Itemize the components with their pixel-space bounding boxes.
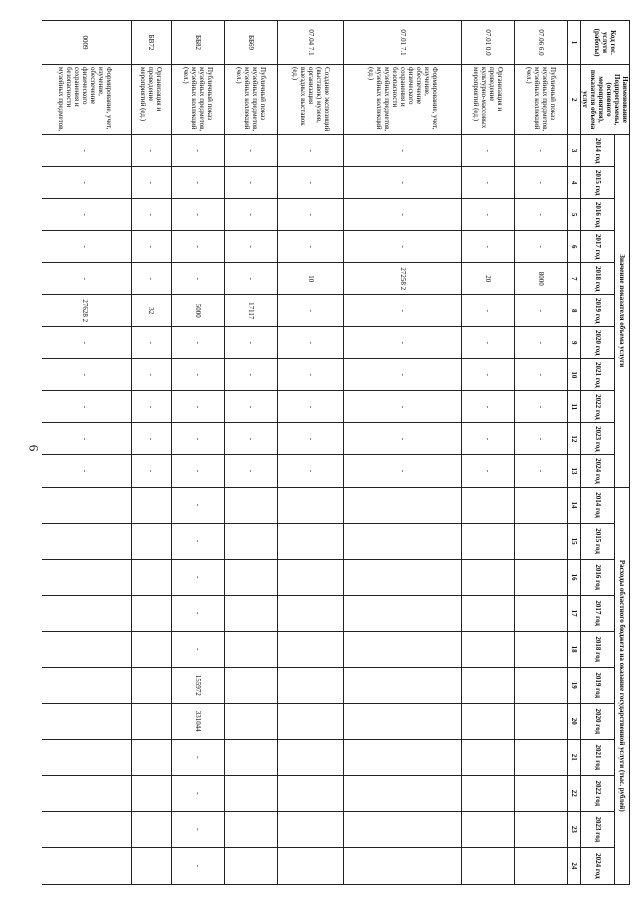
- rotated-table-wrapper: [42, 20, 630, 885]
- expense-value: [131, 595, 171, 631]
- volume-value: -: [172, 199, 225, 231]
- expense-value: [344, 595, 462, 631]
- expense-value: [278, 559, 344, 595]
- budget-table: [42, 20, 630, 885]
- expense-value: [131, 523, 171, 559]
- volume-value: -: [514, 231, 567, 263]
- volume-value: -: [42, 199, 131, 231]
- volume-value: -: [278, 231, 344, 263]
- volume-year-8: 2021 год: [581, 359, 615, 391]
- expense-value: [225, 523, 278, 559]
- volume-value: -: [278, 359, 344, 391]
- volume-value: -: [131, 359, 171, 391]
- expense-value: [514, 775, 567, 811]
- volume-value: -: [131, 455, 171, 487]
- table-row: [42, 21, 131, 885]
- row-name: Организация и проведение культурно-массовых мероприятий (ед.): [461, 65, 514, 135]
- expense-value: [344, 775, 462, 811]
- volume-value: -: [42, 167, 131, 199]
- volume-value: -: [172, 327, 225, 359]
- expense-value: [225, 739, 278, 775]
- row-name: Публичный показ музейных предметов, музейных коллекций (чел.): [225, 65, 278, 135]
- header-name: Наименование Подпрограммы, (основного мероприятия), показателя объема услуг: [581, 65, 630, 135]
- volume-value: 27258 2: [344, 263, 462, 295]
- volume-value: -: [278, 423, 344, 455]
- expense-value: [461, 703, 514, 739]
- column-number: 10: [568, 359, 581, 391]
- expense-value: [278, 703, 344, 739]
- volume-year-5: 2018 год: [581, 263, 615, 295]
- volume-value: -: [172, 455, 225, 487]
- expense-value: [42, 667, 131, 703]
- expense-value: [461, 847, 514, 884]
- expense-value: [42, 739, 131, 775]
- expense-value: [514, 847, 567, 884]
- expense-value: [42, 523, 131, 559]
- expense-value: [42, 847, 131, 884]
- row-name: Организация и проведение мероприятий (ед.): [131, 65, 171, 135]
- expense-year-11: 2024 год: [581, 847, 615, 884]
- column-number: 23: [568, 811, 581, 847]
- table-row: [225, 21, 278, 885]
- expense-year-7: 2020 год: [581, 703, 615, 739]
- expense-value: [514, 487, 567, 523]
- volume-value: -: [344, 295, 462, 327]
- expense-value: [131, 703, 171, 739]
- expense-value: [461, 811, 514, 847]
- table-row: [344, 21, 462, 885]
- volume-value: -: [461, 423, 514, 455]
- row-code: 07.04 7.1: [278, 21, 344, 65]
- expense-value: [461, 559, 514, 595]
- column-number: 20: [568, 703, 581, 739]
- expense-year-6: 2019 год: [581, 667, 615, 703]
- expense-value: [344, 703, 462, 739]
- row-name: Публичный показ музейных предметов, музейных коллекций (чел.): [514, 65, 567, 135]
- volume-value: -: [278, 327, 344, 359]
- expense-value: -: [172, 847, 225, 884]
- volume-value: -: [461, 231, 514, 263]
- column-number: 3: [568, 135, 581, 167]
- header-code: Код гос. услуги (работы): [581, 21, 630, 65]
- expense-value: [514, 739, 567, 775]
- volume-value: -: [461, 199, 514, 231]
- expense-value: [278, 487, 344, 523]
- volume-value: -: [225, 327, 278, 359]
- expense-value: [278, 523, 344, 559]
- volume-value: -: [344, 359, 462, 391]
- volume-value: -: [42, 455, 131, 487]
- expense-value: [514, 811, 567, 847]
- expense-value: [42, 811, 131, 847]
- volume-year-6: 2019 год: [581, 295, 615, 327]
- expense-value: [461, 487, 514, 523]
- row-code: 0009: [42, 21, 131, 65]
- column-number: 22: [568, 775, 581, 811]
- expense-value: [42, 631, 131, 667]
- volume-value: -: [131, 423, 171, 455]
- expense-value: [344, 559, 462, 595]
- volume-value: 27628 2: [42, 295, 131, 327]
- expense-value: [278, 739, 344, 775]
- expense-value: [344, 739, 462, 775]
- volume-value: -: [344, 231, 462, 263]
- volume-value: -: [344, 327, 462, 359]
- expense-value: [514, 703, 567, 739]
- column-number: 9: [568, 327, 581, 359]
- volume-value: -: [514, 295, 567, 327]
- expense-value: [225, 775, 278, 811]
- volume-value: -: [344, 135, 462, 167]
- volume-value: -: [42, 423, 131, 455]
- volume-value: -: [461, 455, 514, 487]
- volume-value: -: [42, 135, 131, 167]
- table-row: [131, 21, 171, 885]
- expense-value: [514, 559, 567, 595]
- expense-year-2: 2015 год: [581, 523, 615, 559]
- volume-value: -: [278, 199, 344, 231]
- volume-value: -: [461, 135, 514, 167]
- expense-value: -: [172, 739, 225, 775]
- volume-year-3: 2016 год: [581, 199, 615, 231]
- volume-value: -: [278, 391, 344, 423]
- column-number: 5: [568, 199, 581, 231]
- volume-value: 8000: [514, 263, 567, 295]
- expense-value: -: [172, 595, 225, 631]
- volume-year-1: 2014 год: [581, 135, 615, 167]
- expense-value: [131, 775, 171, 811]
- expense-value: [461, 523, 514, 559]
- expense-value: [225, 667, 278, 703]
- expense-value: [278, 595, 344, 631]
- expense-value: [225, 631, 278, 667]
- volume-value: -: [131, 391, 171, 423]
- expense-value: [42, 487, 131, 523]
- expense-value: -: [172, 559, 225, 595]
- row-name: Создание экспозиций (выставок) музеев, организация выездных выставок (ед.): [278, 65, 344, 135]
- expense-value: 155972: [172, 667, 225, 703]
- column-number: 7: [568, 263, 581, 295]
- row-code: 07.01 0.0: [461, 21, 514, 65]
- expense-value: [461, 667, 514, 703]
- volume-value: 10: [278, 263, 344, 295]
- expense-year-9: 2022 год: [581, 775, 615, 811]
- volume-value: -: [344, 167, 462, 199]
- volume-value: -: [172, 231, 225, 263]
- volume-value: -: [514, 135, 567, 167]
- volume-value: -: [131, 199, 171, 231]
- volume-year-7: 2020 год: [581, 327, 615, 359]
- volume-value: -: [278, 295, 344, 327]
- expense-value: [225, 703, 278, 739]
- volume-value: -: [461, 359, 514, 391]
- column-number: 24: [568, 847, 581, 884]
- volume-value: -: [131, 167, 171, 199]
- column-number: 21: [568, 739, 581, 775]
- expense-value: -: [172, 523, 225, 559]
- expense-value: [42, 703, 131, 739]
- table-stage: [42, 20, 630, 885]
- column-number: 14: [568, 487, 581, 523]
- column-number: 17: [568, 595, 581, 631]
- volume-value: -: [461, 295, 514, 327]
- volume-value: -: [514, 359, 567, 391]
- header-expense-group: Расходы областного бюджета на оказание государственной услуги (тыс. рублей): [615, 487, 630, 884]
- expense-value: 331044: [172, 703, 225, 739]
- expense-year-3: 2016 год: [581, 559, 615, 595]
- row-code: ББ82: [172, 21, 225, 65]
- expense-value: [344, 631, 462, 667]
- expense-value: [42, 559, 131, 595]
- expense-year-4: 2017 год: [581, 595, 615, 631]
- expense-value: [514, 631, 567, 667]
- expense-value: [278, 667, 344, 703]
- expense-value: -: [172, 487, 225, 523]
- expense-value: [344, 487, 462, 523]
- column-number: 6: [568, 231, 581, 263]
- volume-value: -: [225, 135, 278, 167]
- volume-value: -: [225, 231, 278, 263]
- column-number: 2: [568, 65, 581, 135]
- year-header-row: [581, 21, 615, 885]
- volume-value: -: [514, 167, 567, 199]
- table-body: [42, 21, 568, 885]
- volume-value: 32: [131, 295, 171, 327]
- table-row: [278, 21, 344, 885]
- expense-value: [461, 775, 514, 811]
- column-number: 13: [568, 455, 581, 487]
- volume-year-4: 2017 год: [581, 231, 615, 263]
- expense-value: [514, 523, 567, 559]
- volume-value: -: [225, 199, 278, 231]
- expense-value: [514, 595, 567, 631]
- volume-value: -: [225, 455, 278, 487]
- table-row: [514, 21, 567, 885]
- row-name: Формирование, учет, изучение, обеспечение физического сохранения и безопасности музейных предметов,: [42, 65, 131, 135]
- expense-value: [42, 775, 131, 811]
- expense-value: [225, 559, 278, 595]
- expense-value: [278, 811, 344, 847]
- expense-year-1: 2014 год: [581, 487, 615, 523]
- row-name: Публичный показ музейных предметов, музейных коллекций (чел.): [172, 65, 225, 135]
- expense-value: [131, 739, 171, 775]
- volume-value: -: [461, 391, 514, 423]
- volume-value: -: [131, 327, 171, 359]
- volume-value: -: [344, 455, 462, 487]
- volume-value: -: [278, 135, 344, 167]
- expense-value: [278, 775, 344, 811]
- volume-value: -: [461, 167, 514, 199]
- volume-value: -: [42, 327, 131, 359]
- volume-year-2: 2015 год: [581, 167, 615, 199]
- volume-value: -: [514, 327, 567, 359]
- volume-value: -: [42, 391, 131, 423]
- expense-value: [278, 631, 344, 667]
- volume-value: -: [344, 391, 462, 423]
- volume-year-11: 2024 год: [581, 455, 615, 487]
- column-number: 19: [568, 667, 581, 703]
- volume-value: -: [344, 199, 462, 231]
- column-number: 18: [568, 631, 581, 667]
- expense-year-8: 2021 год: [581, 739, 615, 775]
- column-number: 4: [568, 167, 581, 199]
- page-number: 6: [26, 444, 42, 452]
- volume-value: -: [172, 167, 225, 199]
- expense-value: [42, 595, 131, 631]
- volume-value: -: [131, 263, 171, 295]
- table-row: [172, 21, 225, 885]
- expense-value: [225, 847, 278, 884]
- volume-value: -: [225, 167, 278, 199]
- column-number: 15: [568, 523, 581, 559]
- row-code: БВ72: [131, 21, 171, 65]
- column-number: 8: [568, 295, 581, 327]
- volume-value: -: [42, 263, 131, 295]
- expense-year-10: 2023 год: [581, 811, 615, 847]
- expense-value: -: [172, 811, 225, 847]
- volume-value: 20: [461, 263, 514, 295]
- volume-value: 5000: [172, 295, 225, 327]
- volume-value: -: [461, 327, 514, 359]
- column-number: 16: [568, 559, 581, 595]
- volume-value: -: [514, 423, 567, 455]
- volume-value: -: [514, 455, 567, 487]
- volume-value: 17117: [225, 295, 278, 327]
- expense-value: [131, 847, 171, 884]
- volume-value: -: [42, 231, 131, 263]
- table-row: [461, 21, 514, 885]
- column-number: 1: [568, 21, 581, 65]
- volume-value: -: [225, 391, 278, 423]
- column-number-row: [568, 21, 581, 885]
- volume-value: -: [131, 231, 171, 263]
- column-number: 12: [568, 423, 581, 455]
- expense-value: [131, 487, 171, 523]
- expense-value: [344, 523, 462, 559]
- expense-value: [131, 631, 171, 667]
- expense-value: -: [172, 775, 225, 811]
- row-code: ББ69: [225, 21, 278, 65]
- volume-value: -: [172, 423, 225, 455]
- row-name: Формирование, учет, изучение, обеспечение физического сохранения и безопасности музейных предметов, музейных коллекций (ед.): [344, 65, 462, 135]
- expense-value: [225, 595, 278, 631]
- volume-value: -: [278, 167, 344, 199]
- expense-value: [131, 667, 171, 703]
- volume-value: -: [225, 423, 278, 455]
- volume-value: -: [172, 263, 225, 295]
- expense-value: [131, 559, 171, 595]
- volume-value: -: [514, 391, 567, 423]
- expense-value: [461, 595, 514, 631]
- volume-value: -: [225, 359, 278, 391]
- expense-value: [514, 667, 567, 703]
- volume-value: -: [42, 359, 131, 391]
- expense-value: [131, 811, 171, 847]
- volume-value: -: [344, 423, 462, 455]
- expense-value: -: [172, 631, 225, 667]
- expense-value: [461, 739, 514, 775]
- expense-value: [344, 847, 462, 884]
- volume-year-10: 2023 год: [581, 423, 615, 455]
- expense-value: [225, 487, 278, 523]
- column-number: 11: [568, 391, 581, 423]
- expense-value: [344, 667, 462, 703]
- volume-value: -: [131, 135, 171, 167]
- volume-value: -: [172, 391, 225, 423]
- volume-value: -: [225, 263, 278, 295]
- expense-value: [278, 847, 344, 884]
- header-volume-group: Значение показателя объема услуги: [615, 135, 630, 487]
- volume-value: -: [172, 135, 225, 167]
- volume-value: -: [514, 199, 567, 231]
- expense-year-5: 2018 год: [581, 631, 615, 667]
- volume-value: -: [278, 455, 344, 487]
- expense-value: [461, 631, 514, 667]
- volume-value: -: [172, 359, 225, 391]
- expense-value: [344, 811, 462, 847]
- volume-year-9: 2022 год: [581, 391, 615, 423]
- expense-value: [225, 811, 278, 847]
- row-code: 07.06 6.0: [514, 21, 567, 65]
- row-code: 07.01 7.1: [344, 21, 462, 65]
